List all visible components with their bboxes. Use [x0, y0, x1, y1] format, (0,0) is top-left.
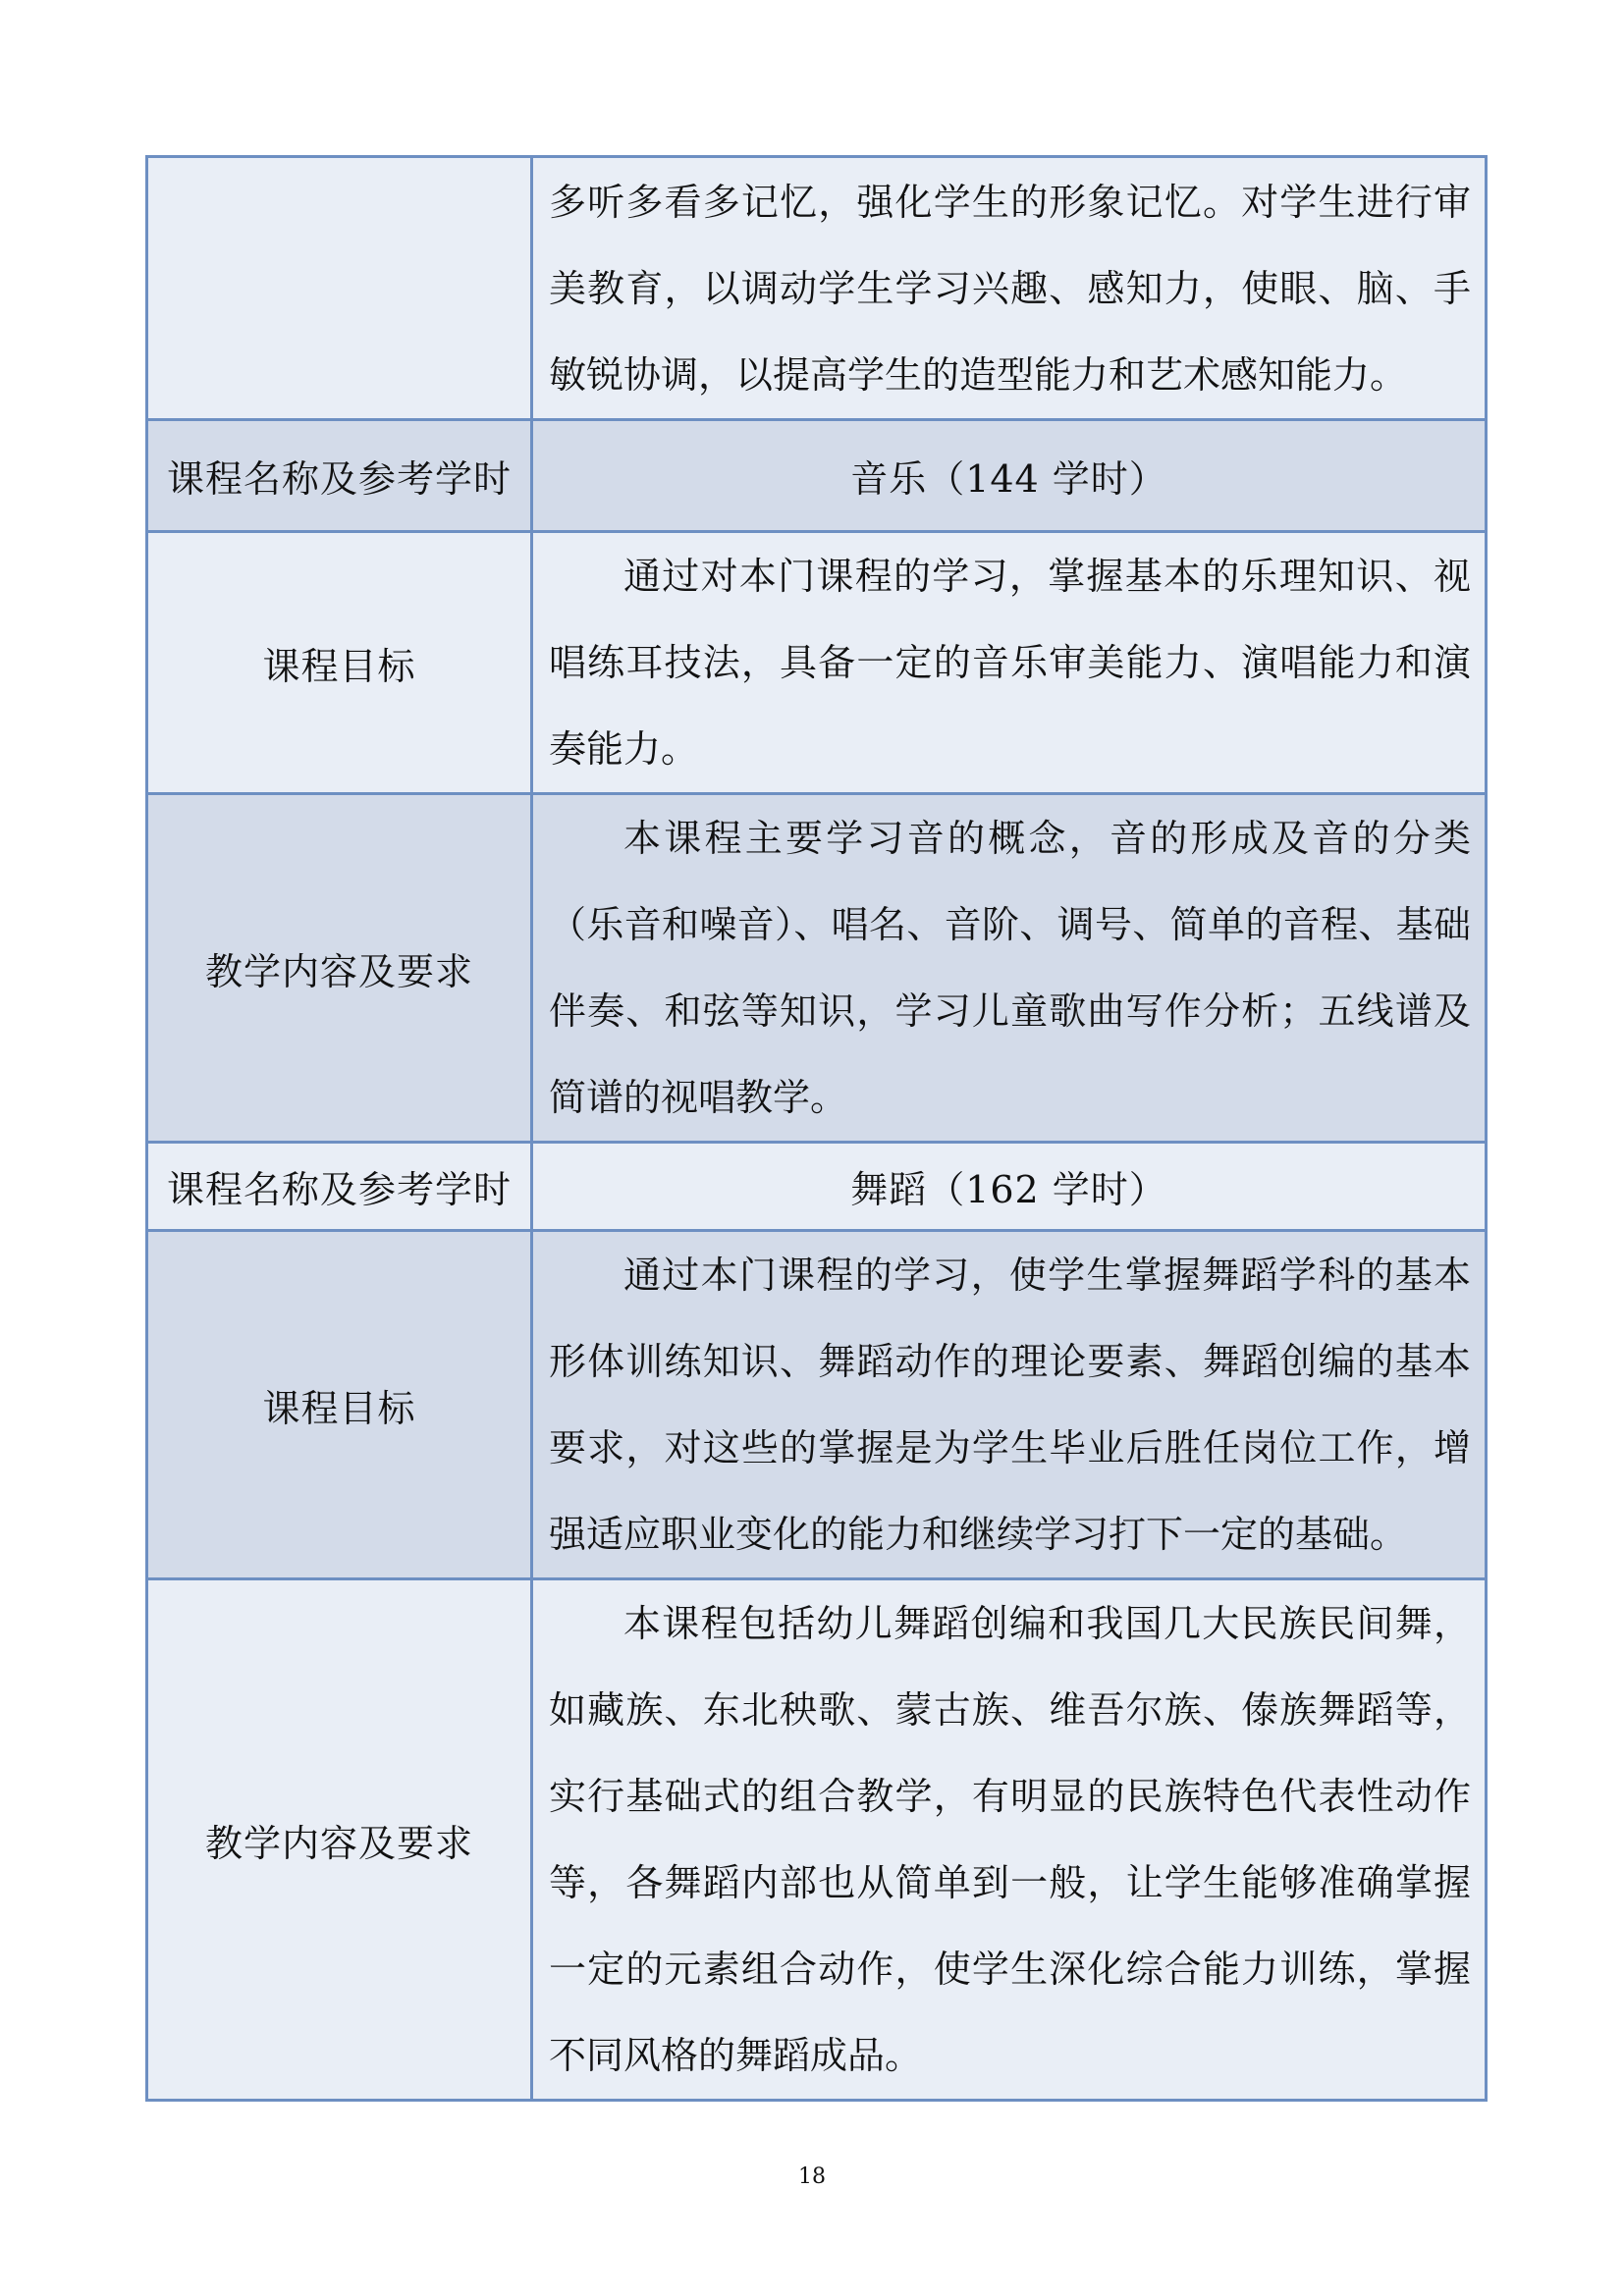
table-row: [147, 794, 1487, 1143]
row-label: [147, 157, 532, 420]
table-row: [147, 1231, 1487, 1579]
row-label: 教学内容及要求: [147, 794, 532, 1143]
table-row: [147, 1579, 1487, 2101]
row-label: 课程名称及参考学时: [147, 1143, 532, 1231]
content-text: 本课程主要学习音的概念，音的形成及音的分类（乐音和噪音）、唱名、音阶、调号、简单的音程、基础伴奏、和弦等知识，学习儿童歌曲写作分析；五线谱及简谱的视唱教学。: [549, 817, 1471, 1119]
page-number: 18: [798, 2164, 826, 2189]
course-table: [145, 155, 1488, 2102]
row-content: [532, 794, 1487, 1143]
table-row: [147, 420, 1487, 532]
course-title-music: 音乐（144 学时）: [532, 420, 1487, 532]
row-label: 课程名称及参考学时: [147, 420, 532, 532]
row-label: 教学内容及要求: [147, 1579, 532, 2101]
row-label: 课程目标: [147, 532, 532, 794]
row-content: [532, 1579, 1487, 2101]
content-text: 通过对本门课程的学习，掌握基本的乐理知识、视唱练耳技法，具备一定的音乐审美能力、演唱能力和演奏能力。: [549, 555, 1471, 771]
table-row: [147, 532, 1487, 794]
row-content: [532, 532, 1487, 794]
row-label: 课程目标: [147, 1231, 532, 1579]
row-content: [532, 1231, 1487, 1579]
table-row: [147, 1143, 1487, 1231]
row-content: [532, 157, 1487, 420]
content-text: 本课程包括幼儿舞蹈创编和我国几大民族民间舞，如藏族、东北秧歌、蒙古族、维吾尔族、傣族舞蹈等，实行基础式的组合教学，有明显的民族特色代表性动作等，各舞蹈内部也从简单到一般，让学生能够准确掌握一定的元素组合动作，使学生深化综合能力训练，掌握不同风格的舞蹈成品。: [549, 1602, 1471, 2077]
content-text: 多听多看多记忆，强化学生的形象记忆。对学生进行审美教育，以调动学生学习兴趣、感知力，使眼、脑、手敏锐协调，以提高学生的造型能力和艺术感知能力。: [549, 180, 1471, 397]
course-title-dance: 舞蹈（162 学时）: [532, 1143, 1487, 1231]
content-text: 通过本门课程的学习，使学生掌握舞蹈学科的基本形体训练知识、舞蹈动作的理论要素、舞蹈创编的基本要求，对这些的掌握是为学生毕业后胜任岗位工作，增强适应职业变化的能力和继续学习打下一定的基础。: [549, 1254, 1471, 1556]
table-row: [147, 157, 1487, 420]
